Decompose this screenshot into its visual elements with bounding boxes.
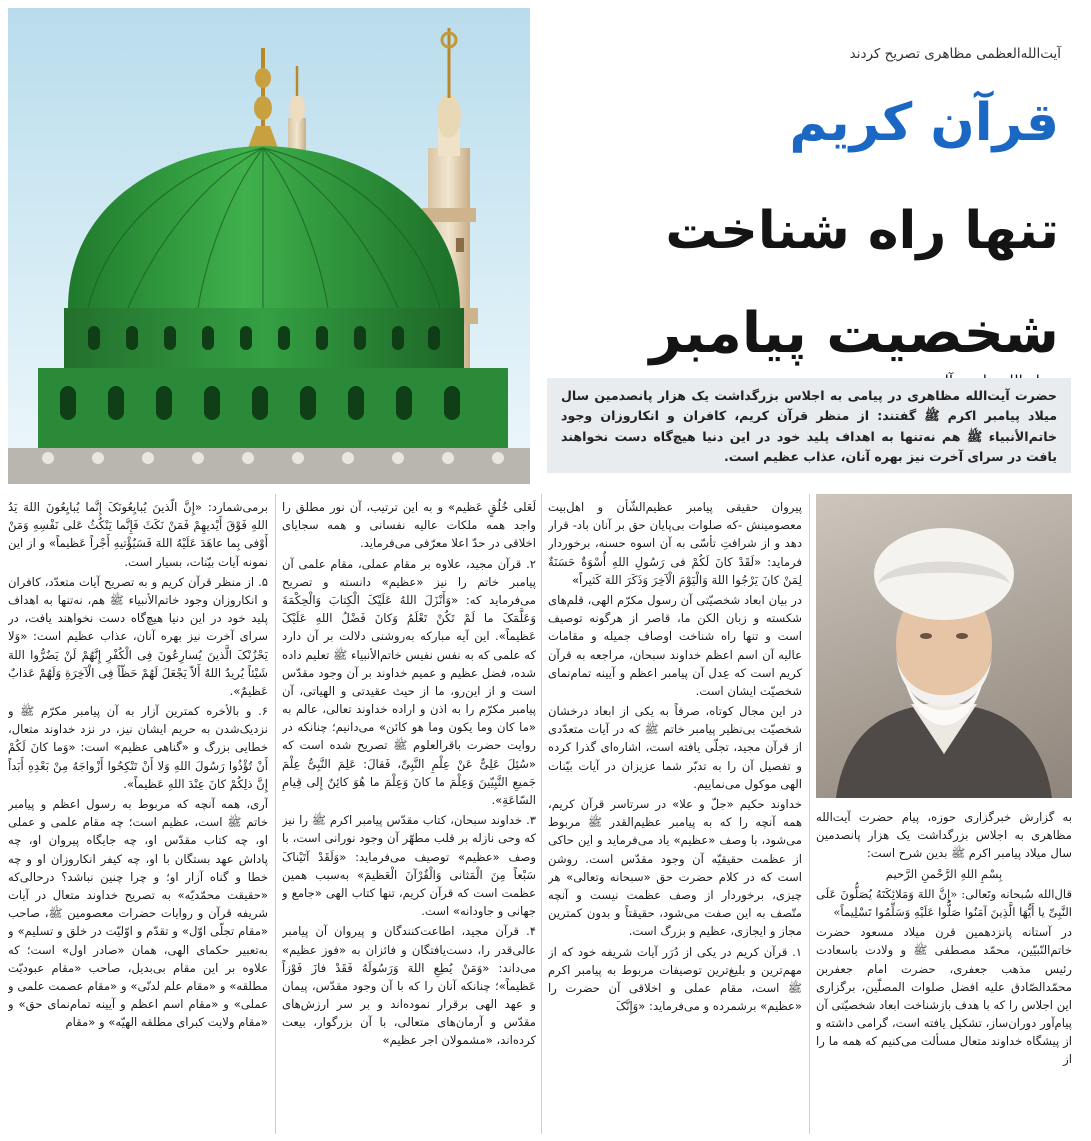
paragraph: لَعَلی خُلُقٍ عَظیم» و به این ترتیب، آن نور مطلق را واجد همه ملکات عالیه نفسانی و همه سجایای اخلاقی در حدّ اعلا معرّفی می‌فرماید.: [282, 500, 536, 551]
paragraph: در آستانه پانزدهمین قرن میلاد مسعود حضرت خاتم‌النّبیّین، محمّد مصطفی ﷺ و ولادت باسعادت رئیس مذهب جعفری، حضرت امام جعفربن محمّدالصّادق علیه افضل صلوات المصلّین، برگزاری این اجلاس را که با هدف بازشناخت ابعاد شخصیّتی آن پیام‌آور دوران‌ساز، تشکیل یافته است، گرامی داشته و از پیشگاه خداوند متعال مسألت می‌کنیم که همه ما را از: [816, 925, 1072, 1067]
column-mid-right: [548, 498, 802, 1134]
bismillah: بِسْمِ اللهِ الرَّحْمنِ الرَّحیم: [885, 866, 1003, 881]
headline-quran: قرآن کریم: [789, 93, 1059, 153]
column-divider: [541, 494, 542, 1134]
hero-image-green-dome: [8, 8, 530, 484]
portrait-photo-ayatollah: [816, 494, 1072, 798]
paragraph: ۲. قرآن مجید، علاوه بر مقام عملی، مقام علمی آن پیامبر خاتم را نیز «عظیم» دانسته و تصریح می‌فرماید که: «وَأَنْزَلَ اللهُ عَلَیْکَ الْکِتابَ وَالْحِکْمَةَ وَعَلَّمَکَ ما لَمْ تَکُنْ تَعْلَمُ وَکانَ فَضْلُ اللهِ عَلَیْکَ عَظیماً». این آیه مبارکه به‌روشنی دلالت بر آن دارد که علمی که به نفس نفیس خاتم‌الأنبیاء ﷺ تعلیم داده شده، فضل عظیم و عمیم خداوند بر آن وجود مقدّس است و از این‌رو، ما از حیث عقیدتی و الهیاتی، آن پیامبر مکرّم را به اذن و اراده خداوند تعالی، عالم به «ما کان وما یکون وما هو کائن» می‌دانیم؛ چنانکه در روایت حضرت باقرالعلوم ﷺ تصریح شده است که «سُئِلَ عَلِیٌّ عَنْ عِلْمِ النَّبِیِّ، فَقالَ: عَلِمَ النَّبِیُّ عِلْمَ جَمیعِ النَّبِیّینَ وَعِلْمَ ما کانَ وَعِلْمَ ما هُوَ کائِنٌ إِلی قِیامِ السّاعَةِ».: [282, 556, 536, 807]
green-dome-illustration: [8, 8, 530, 484]
column-divider: [809, 494, 810, 1134]
quote-paragraph: قال‌الله سُبحانه وتَعالی: «إِنَّ اللهَ وَمَلائِکَتَهُ یُصَلُّونَ عَلَی النَّبِیِّ یا أَیُّهَا الَّذِینَ آمَنُوا صَلُّوا عَلَیْهِ وَسَلِّمُوا تَسْلِیماً»: [816, 886, 1072, 919]
column-divider: [275, 494, 276, 1134]
paragraph: پیروان حقیقی پیامبر عظیم‌الشّأن و اهل‌بیت معصومینش -که صلوات بی‌پایان حق بر آنان باد- قرار دهد و از شرافتِ تأسّی به آن اسوه حسنه، برخوردار فرماید: «لَقَدْ کانَ لَکُمْ فی رَسُولِ اللهِ أُسْوَةٌ حَسَنَةٌ لِمَنْ کانَ یَرْجُوا اللهَ وَالْیَوْمَ الْآخِرَ وَذَکَرَ اللهَ کَثیراً»: [548, 500, 802, 587]
column-left: [8, 498, 268, 1134]
headline-only-way: تنها راه شناخت: [665, 201, 1059, 261]
paragraph: به گزارش خبرگزاری حوزه، پیام حضرت آیت‌الله مظاهری به اجلاس بزرگداشت یک هزار پانصدمین سال میلاد پیامبر اکرم ﷺ بدین شرح است:: [816, 810, 1072, 861]
paragraph: آری، همه آنچه که مربوط به رسول اعظم و پیامبر خاتم ﷺ است، عظیم است؛ چه مقام علمی و عملی او، چه کتاب مقدّس او، چه جایگاه پیروان او، چه پاداش عهد بستگان با او، چه کیفر انکاروزان او و چه خطا و گناه آزار او؛ و چرا چنین نباشد؟ درحالی‌که «حقیقت محمّدیّه» به تصریح خداوند متعال در آیات شریفه قرآن و روایات حضرات معصومین ﷺ، صاحب «مقام تجلّی اوّل» و تقدّم و اوّلیّت در خلق و تسلیم» و به‌تعبیر حکمای الهی، همان «صادر اول» است؛ که علاوه بر این مقام بی‌بدیل، صاحب «مقام عبودیّت مطلقه» و «مقام علم لدنّی» و «مقام عصمت علمی و عملی» و «مقام اسم اعظم و آیینه تمام‌نمای حق» و «مقام ولایت کبرای مطلقه الهیّه» و «مقام: [8, 797, 268, 1030]
column-mid-left: [282, 498, 536, 1134]
paragraph: در این مجال کوتاه، صرفاً به یکی از ابعاد درخشان شخصیّت بی‌نظیر پیامبر خاتم ﷺ که در آیات متعدّدی از قرآن مجید، تجلّی یافته است، اشاره‌ای گذرا کرده و تفصیل آن را به تدبّر شما عزیزان در آیات بیّنات الهی موکول می‌نماییم.: [548, 704, 802, 791]
paragraph: ۴. قرآن مجید، اطاعت‌کنندگان و پیروان آن پیامبر عالی‌قدر را، دست‌یافتگان و فائزان به «فوز عظیم» می‌داند: «وَمَنْ یُطِعِ اللهَ وَرَسُولَهُ فَقَدْ فازَ فَوْزاً عَظیماً»؛ چنانکه آنان را که با آن وجود مقدّس، پیمان و عهد الهی برقرار نموده‌اند و بر سر ارزش‌های مقدّس و آرمان‌های متعالی، با آن بزرگوار، بیعت کرده‌اند، «مشمولان اجر عظیم»: [282, 924, 536, 1048]
paragraph: ۵. از منظر قرآن کریم و به تصریح آیات متعدّد، کافران و انکاروزان وجود خاتم‌الأنبیاء ﷺ هم، نه‌تنها به اهداف پلید خود در این دنیا هیچ‌گاه دست نخواهند یافت، در سرای آخرت نیز بهره آنان، عذاب عظیم است: «وَلا یَحْزُنْکَ الَّذینَ یُسارِعُونَ فِی الْکُفْرِ إِنَّهُمْ لَنْ یَضُرُّوا اللهَ شَیْئاً یُریدُ اللهُ أَلاّ یَجْعَلَ لَهُمْ حَظّاً فِی الْآخِرَةِ وَلَهُمْ عَذابٌ عَظیمٌ».: [8, 574, 268, 698]
paragraph: در بیان ابعاد شخصیّتی آن رسول مکرّم الهی، قلم‌های شکسته و زبان الکن ما، قاصر از هرگونه توصیف است و تنها راه شناخت اوصاف جمیله و مقامات عالیه آن اسم اعظم خداوند سبحان، مراجعه به قرآن کریم است که عِدل آن پیامبر اعظم و آیینه تمام‌نمای شخصیّت ایشان است.: [548, 592, 802, 698]
paragraph: خداوند حکیم «جلّ و علا» در سرتاسر قرآن کریم، همه آنچه را که به پیامبر عظیم‌القدر ﷺ مربوط می‌شود، با وصف «عظیم» یاد می‌فرماید و این حاکی از عظمت حقیقیّه آن وجود مقدّس است. روشن است که در کلام حضرت حق «سبحانه وتعالی» هر چیزی، برخوردار از وصف عظمت نیست و آنچه متّصف به این صفت می‌شود، حقیقتاً و بدون کمترین مجاز و ایجازی، عظیم و بزرگ است.: [548, 797, 802, 939]
column-right: [816, 808, 1072, 1134]
paragraph: برمی‌شمارد: «إِنَّ الَّذینَ یُبایِعُونَکَ إِنَّما یُبایِعُونَ اللهَ یَدُ اللهِ فَوْقَ أَیْدیهِمْ فَمَنْ نَکَثَ فَإِنَّما یَنْکُثُ عَلی نَفْسِهِ وَمَنْ أَوْفی بِما عاهَدَ عَلَیْهُ اللهَ فَسَیُؤْتیهِ أَجْراً عَظیماً» و از این نمونه آیات بیّنات، بسیار است.: [8, 500, 268, 569]
kicker-line: آیت‌الله‌العظمی مظاهری تصریح کردند: [849, 46, 1061, 62]
portrait-illustration: [816, 494, 1072, 798]
paragraph: ۳. خداوند سبحان، کتاب مقدّس پیامبر اکرم ﷺ را نیز که وحی نازله بر قلب مطهّر آن وجود نورانی است، با وصف «عظیم» توصیف می‌فرماید: «وَلَقَدْ آتَیْناکَ سَبْعاً مِنَ الْمَثانی وَالْقُرْآنَ الْعَظیمَ» به‌سبب همین عظمت است که قرآن کریم، تنها کتاب الهی «جامع و جهانی و جاودانه» است.: [282, 813, 536, 919]
lead-text: حضرت آیت‌الله مظاهری در پیامی به اجلاس بزرگداشت یک هزار پانصدمین سال میلاد پیامبر اکرم ﷺ گفتند: از منظر قرآن کریم، کافران و انکاروزان وجود خاتم‌الأنبیاء ﷺ هم نه‌تنها به اهداف پلید خود در این دنیا هیچ‌گاه دست نخواهند یافت در سرای آخرت نیز بهره آنان، عذاب عظیم است.: [561, 388, 1057, 465]
lead-box: [547, 378, 1071, 473]
headline-prophet-text: شخصیت پیامبر: [649, 301, 1059, 366]
paragraph: ۱. قرآن کریم در یکی از دُرَر آیات شریفه خود که از مهم‌ترین و بلیغ‌ترین توصیفات مربوط به پیامبر اکرم ﷺ است، مقام عملی و اخلاقی آن حضرت را «عظیم» برشمرده و می‌فرماید: «وَإِنَّکَ: [548, 944, 802, 1014]
paragraph: ۶. و بالأخره کمترین آزار به آن پیامبر مکرّم ﷺ و نزدیک‌شدن به حریم ایشان نیز، در نزد خداوند متعال، خطایی بزرگ و «گناهی عظیم» است: «وَما کانَ لَکُمْ أَنْ تُؤْذُوا رَسُولَ اللهِ وَلا أَنْ تَنْکِحُوا أَزْواجَهُ مِنْ بَعْدِهِ أَبَداً إِنَّ ذلِکُمْ کانَ عِنْدَ اللهِ عَظیماً».: [8, 704, 268, 791]
